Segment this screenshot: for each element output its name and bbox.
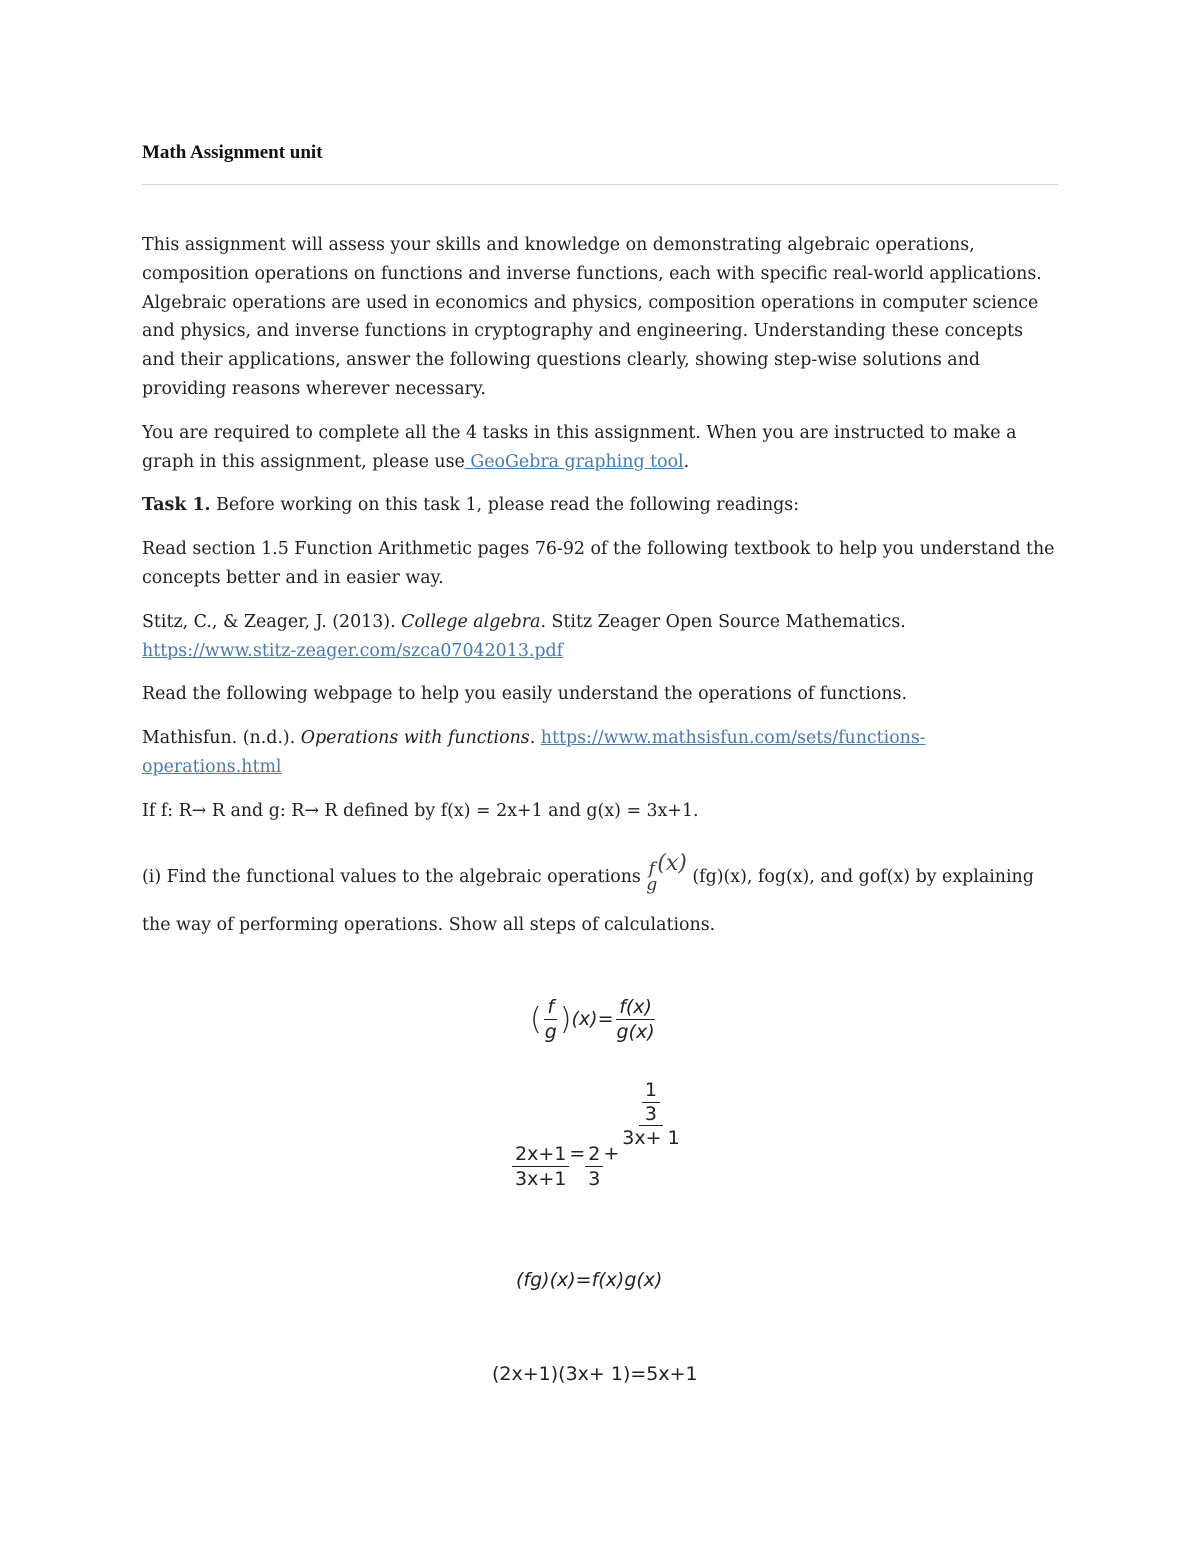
page-title: Math Assignment unit — [142, 142, 323, 163]
eq2-inner-frac — [642, 1078, 660, 1125]
task1-text: Before working on this task 1, please read the following readings: — [210, 495, 800, 516]
requirement-text: You are required to complete all the 4 tasks in this assignment. When you are instructed to make a graph in this assignment, please use — [142, 422, 1017, 472]
reading1-paragraph: Read section 1.5 Function Arithmetic pages 76-92 of the following textbook to help you understand the concepts better and in easier way. — [142, 539, 1055, 588]
eq1-paren-open: ( — [530, 1002, 542, 1037]
eq2-plus: + — [603, 1142, 620, 1165]
citation2-title: Operations with functions — [300, 728, 530, 749]
eq1-lhs-num: f — [544, 995, 557, 1020]
equation-3: (fg)(x)=f(x)g(x) — [516, 1269, 663, 1291]
eq2-lhs-frac — [512, 1142, 569, 1191]
eq1-arg: (x)= — [571, 1008, 614, 1030]
title-divider — [142, 184, 1058, 185]
citation1-publisher: . Stitz Zeager Open Source Mathematics. — [540, 611, 906, 632]
question-text-start: (i) Find the functional values to the algebraic operations — [142, 867, 647, 887]
stitz-zeager-link[interactable]: https://www.stitz-zeager.com/szca07042013.pdf — [142, 640, 564, 661]
citation2-authors: Mathisfun. (n.d.). — [142, 728, 301, 749]
equation-2 — [512, 1078, 683, 1191]
citation1-title: College algebra — [401, 611, 541, 632]
inline-frac-den: g — [646, 875, 658, 895]
intro-paragraph: This assignment will assess your skills and knowledge on demonstrating algebraic operations, composition operations on functions and inverse functions, each with specific real-world applications. Algebraic operations are used in economics and physics, composition operations in computer science and physics, and inverse functions in cryptography and engineering. Understanding these concepts and their applications, answer the following questions clearly, showing step-wise solutions and providing reasons wherever necessary. — [142, 235, 1042, 399]
question-i — [142, 851, 1058, 940]
eq2-term1-num: 2 — [585, 1142, 603, 1167]
eq2-term2-den: 3x+ 1 — [622, 1127, 680, 1149]
eq2-term1-den: 3 — [588, 1167, 601, 1190]
eq1-rhs-num: f(x) — [616, 995, 655, 1020]
citation1 — [142, 608, 1058, 666]
eq2-equals: = — [569, 1142, 586, 1165]
eq1-lhs-den: g — [544, 1021, 557, 1043]
citation1-authors: Stitz, C., & Zeager, J. (2013). — [142, 611, 402, 632]
geogebra-link[interactable]: GeoGebra graphing tool — [464, 451, 684, 472]
reading2-paragraph: Read the following webpage to help you easily understand the operations of functions. — [142, 684, 908, 705]
requirement-paragraph — [142, 419, 1058, 477]
eq2-inner-den: 3 — [644, 1103, 658, 1125]
eq1-paren-close: ) — [559, 1002, 572, 1037]
eq2-lhs-num: 2x+1 — [512, 1142, 569, 1167]
inline-frac-num: f — [648, 859, 655, 879]
citation2 — [142, 724, 1058, 782]
intro-section — [142, 231, 1058, 841]
citation2-sep: . — [529, 728, 541, 749]
eq2-term2-num — [639, 1078, 663, 1126]
equation-1 — [530, 995, 658, 1044]
f-over-g-inline — [646, 861, 657, 893]
eq2-lhs-den: 3x+1 — [515, 1167, 567, 1190]
eq2-term2 — [619, 1078, 682, 1150]
task1-heading — [142, 491, 1058, 520]
definition-paragraph: If f: R→ R and g: R→ R defined by f(x) = 2x+1 and g(x) = 3x+1. — [142, 800, 699, 821]
eq2-inner-num: 1 — [642, 1078, 660, 1103]
requirement-end: . — [683, 451, 690, 472]
inline-frac-arg: (x) — [657, 851, 687, 876]
eq1-rhs-frac — [614, 995, 658, 1044]
mathsisfun-link[interactable]: https://www.mathsisfun.com/sets/functions-operations.html — [142, 728, 926, 777]
question-text-end: (fg)(x), fog(x), and gof(x) by explaining the way of performing operations. Show all steps of calculations. — [142, 867, 1034, 935]
eq2-term1 — [585, 1142, 603, 1191]
equation-4: (2x+1)(3x+ 1)=5x+1 — [492, 1363, 698, 1385]
task1-label: Task 1. — [142, 495, 211, 516]
eq1-rhs-den: g(x) — [616, 1021, 655, 1043]
eq1-lhs-frac — [542, 995, 560, 1044]
